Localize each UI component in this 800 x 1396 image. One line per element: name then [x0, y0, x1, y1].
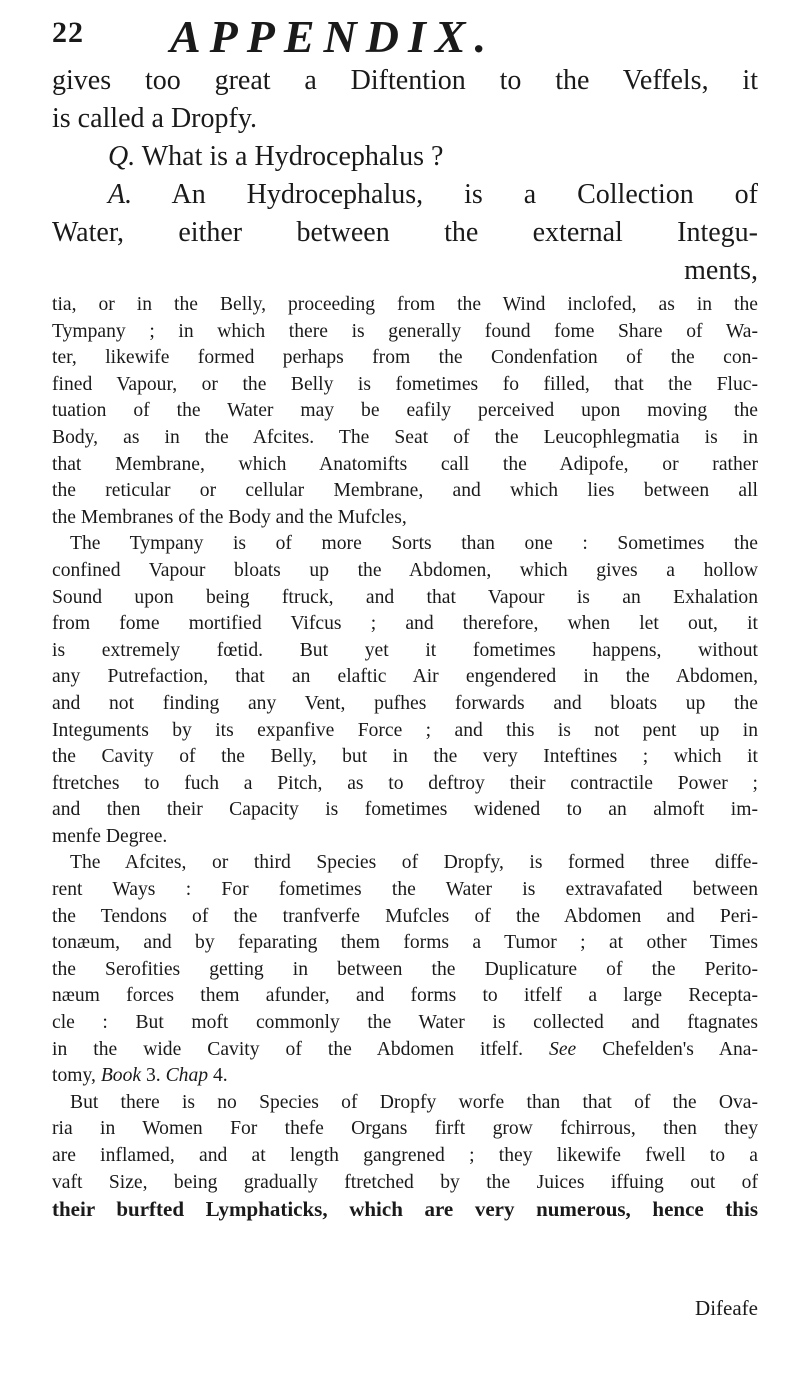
body-line: the Cavity of the Belly, but in the very Inteftines ; which it: [52, 746, 758, 768]
book-reference: Book: [100, 1065, 142, 1087]
body-line: ria in Women For thefe Organs firft grow fchirrous, then they: [52, 1118, 758, 1140]
see-word: See: [549, 1038, 577, 1060]
body-line: that Membrane, which Anatomifts call the Adipofe, or rather: [52, 453, 758, 475]
body-line: Integuments by its expanfive Force ; and this is not pent up in: [52, 719, 758, 741]
chapter-reference: Chap: [165, 1065, 209, 1087]
body-line: tuation of the Water may be eafily perceived upon moving the: [52, 400, 758, 422]
body-line: The Tympany is of more Sorts than one : Sometimes the: [70, 533, 758, 555]
body-line: The Afcites, or third Species of Dropfy, is formed three diffe-: [70, 852, 758, 874]
body-line-text: in the wide Cavity of the Abdomen itfelf.: [52, 1038, 523, 1060]
body-line: the Membranes of the Body and the Mufcles,: [52, 506, 407, 528]
body-line: [52, 1037, 758, 1064]
body-line: vaft Size, being gradually ftretched by the Juices iffuing out of: [52, 1171, 758, 1193]
question-label: Q.: [108, 141, 136, 172]
body-line: ter, likewife formed perhaps from the Condenfation of the con-: [52, 347, 758, 369]
answer-line: [52, 176, 758, 214]
body-line: Sound upon being ftruck, and that Vapour is an Exhalation: [52, 586, 758, 608]
lead-line: gives too great a Diftention to the Veffels, it: [52, 65, 758, 96]
body-line: confined Vapour bloats up the Abdomen, which gives a hollow: [52, 559, 758, 581]
body-line: are inflamed, and at length gangrened ; they likewife fwell to a: [52, 1145, 758, 1166]
book-number: 3.: [141, 1065, 166, 1087]
question-text: What is a Hydrocephalus ?: [135, 141, 444, 172]
question-line: [52, 138, 758, 176]
body-line: the Tendons of the tranfverfe Mufcles of the Abdomen and Peri-: [52, 905, 758, 927]
body-line: cle : But moft commonly the Water is collected and ftagnates: [52, 1012, 758, 1034]
body-line-text: tomy,: [52, 1065, 96, 1087]
body-line: the Serofities getting in between the Duplicature of the Perito-: [52, 958, 758, 980]
running-title: APPENDIX.: [170, 11, 496, 62]
running-head: [52, 10, 752, 62]
body-line: from fome mortified Vifcus ; and therefore, when let out, it: [52, 613, 758, 635]
body-line: næum forces them afunder, and forms to itfelf a large Recepta-: [52, 985, 758, 1007]
body-line: is extremely fœtid. But yet it fometimes happens, without: [52, 639, 758, 661]
lead-line: ments,: [684, 255, 758, 286]
answer-text: An Hydrocephalus, is a Collection of: [132, 179, 758, 210]
body-line: menfe Degree.: [52, 825, 168, 847]
body-line: fined Vapour, or the Belly is fometimes fo filled, that the Fluc-: [52, 373, 758, 395]
body-line: the reticular or cellular Membrane, and which lies between all: [52, 480, 758, 502]
body-line: Tympany ; in which there is generally found fome Share of Wa-: [52, 320, 758, 342]
answer-label: A.: [108, 179, 133, 210]
chapter-number: 4.: [208, 1065, 228, 1087]
body-line: and then their Capacity is fometimes widened to an almoft im-: [52, 799, 758, 821]
body-line: their burfted Lymphaticks, which are very numerous, hence this: [52, 1197, 758, 1222]
page-number: 22: [52, 16, 84, 49]
lead-paragraph: [52, 62, 758, 290]
body-line: any Putrefaction, that an elaftic Air engendered in the Abdomen,: [52, 666, 758, 688]
lead-line: is called a Dropfy.: [52, 103, 257, 134]
body-line: But there is no Species of Dropfy worfe than that of the Ova-: [70, 1091, 758, 1113]
body-text: [52, 292, 758, 1223]
body-line: Body, as in the Afcites. The Seat of the Leucophlegmatia is in: [52, 426, 758, 448]
body-line: and not finding any Vent, pufhes forwards and bloats up the: [52, 692, 758, 714]
catchword: Difeafe: [695, 1296, 758, 1320]
body-line: [52, 1063, 758, 1090]
see-reference: Chefelden's Ana-: [576, 1038, 758, 1060]
body-line: rent Ways : For fometimes the Water is extravafated between: [52, 879, 758, 901]
body-line: ftretches to fuch a Pitch, as to deftroy their contractile Power ;: [52, 772, 758, 794]
lead-line: Water, either between the external Integu-: [52, 217, 758, 248]
body-line: tia, or in the Belly, proceeding from the Wind inclofed, as in the: [52, 294, 758, 315]
body-line: tonæum, and by feparating them forms a Tumor ; at other Times: [52, 932, 758, 954]
